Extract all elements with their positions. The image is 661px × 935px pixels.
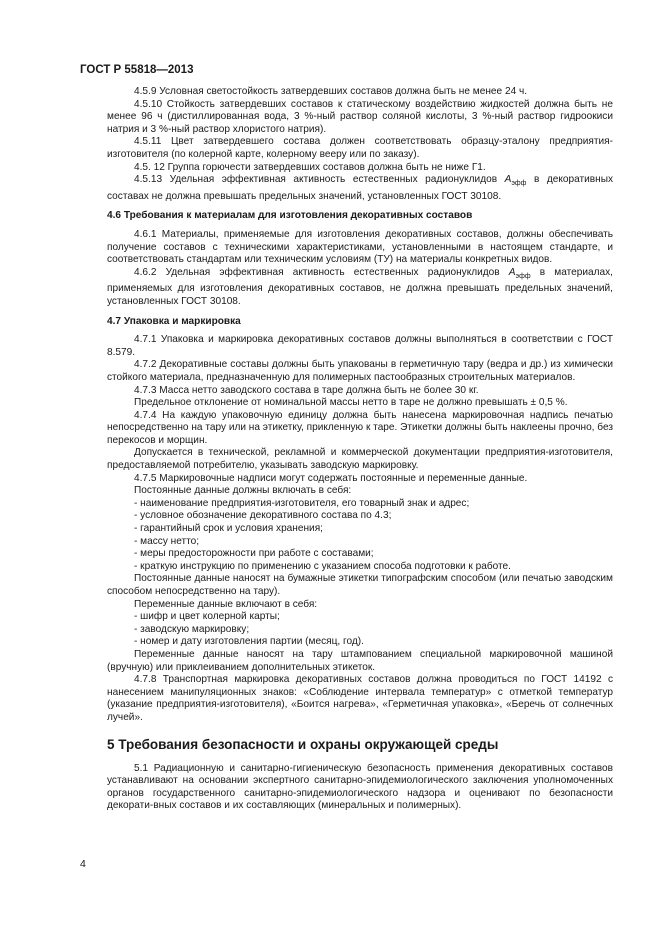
document-header: ГОСТ Р 55818—2013 bbox=[80, 64, 194, 76]
document-body bbox=[107, 86, 613, 813]
paragraph-4-5-9: 4.5.9 Условная светостойкость затвердевших составов должна быть не менее 24 ч. bbox=[134, 86, 528, 97]
list-item: - заводскую маркировку; bbox=[134, 623, 250, 635]
symbol-a-eff: А bbox=[504, 174, 512, 186]
paragraph-4-7-2: 4.7.2 Декоративные составы должны быть упакованы в герметичную тару (ведра и др.) из химически стойкого материала, предназначенную для полимерных пастообразных строительных материалов. bbox=[107, 359, 613, 383]
paragraph-tolerance: Предельное отклонение от номинальной массы нетто в таре не должно превышать ± 0,5 %. bbox=[134, 397, 568, 409]
paragraph-variable-intro: Переменные данные включают в себя: bbox=[134, 598, 318, 610]
paragraph-5-1: 5.1 Радиационную и санитарно-гигиеническую безопасность применения декоративных составов устанавливают на основании экспертного санитарно-эпидемиологического заключения уполномоченных органов государственного санитарно-эпидемиологического надзора и оценивают по безопасности декорати-вных составов и их составляющих (минеральных и полимерных). bbox=[107, 762, 613, 812]
paragraph-4-6-2: 4.6.2 Удельная эффективная активность естественных радионуклидов $А_{эфф}$ в материалах, применяемых для изготовления декоративных составов, не должна превышать предельных значений, установленных ГОСТ 30108. bbox=[107, 266, 613, 307]
paragraph-4-7-8: 4.7.8 Транспортная маркировка декоративных составов должна проводиться по ГОСТ 14192 с нанесением манипуляционных знаков: «Соблюдение интервала температур» с отметкой температур (указание предприятия-изготовителя), «Боится нагрева», «Герметичная упаковка», «Беречь от солнечных лучей». bbox=[107, 674, 613, 723]
paragraph-4-7-1: 4.7.1 Упаковка и маркировка декоративных составов должны выполняться в соответствии с ГОСТ 8.579. bbox=[107, 334, 613, 358]
list-item: - массу нетто; bbox=[134, 535, 200, 547]
list-item: - номер и дату изготовления партии (месяц, год). bbox=[134, 636, 364, 648]
paragraph-4-5-12: 4.5. 12 Группа горючести затвердевших составов должна быть не ниже Г1. bbox=[134, 161, 486, 173]
section-title-5: 5 Требования безопасности и охраны окружающей среды bbox=[107, 736, 499, 752]
symbol-a-eff: А bbox=[508, 266, 516, 278]
list-item: - краткую инструкцию по применению с указанием способа подготовки к работе. bbox=[134, 560, 511, 572]
paragraph-variable-note: Переменные данные наносят на тару штампованием специальной маркировочной машиной (вручную) или приклеиванием дополнительных этикеток. bbox=[107, 648, 613, 673]
subsection-title-4-7: 4.7 Упаковка и маркировка bbox=[107, 315, 241, 327]
paragraph-4-5-10: 4.5.10 Стойкость затвердевших составов к статическому воздействию жидкостей должна быть не менее 96 ч (дистиллированная вода, 3 %-ный раствор соляной кислоты, 3 %-ный раствор гидроокиси натрия и 3 %-ный раствор хлористого натрия). bbox=[107, 98, 613, 135]
list-item: - наименование предприятия-изготовителя, его товарный знак и адрес; bbox=[134, 497, 470, 509]
paragraph-4-7-5: 4.7.5 Маркировочные надписи могут содержать постоянные и переменные данные. bbox=[134, 472, 528, 484]
list-item: - условное обозначение декоративного состава по 4.3; bbox=[134, 510, 392, 522]
page-number: 4 bbox=[80, 858, 86, 870]
subsection-title-4-6: 4.6 Требования к материалам для изготовления декоративных составов bbox=[107, 210, 473, 222]
list-item: - гарантийный срок и условия хранения; bbox=[134, 523, 323, 535]
paragraph-constant-note: Постоянные данные наносят на бумажные этикетки типографским способом (или печатью заводским способом непосредственно на тару). bbox=[107, 573, 613, 597]
paragraph-4-7-3: 4.7.3 Масса нетто заводского состава в таре должна быть не более 30 кг. bbox=[134, 384, 479, 396]
paragraph-4-6-1: 4.6.1 Материалы, применяемые для изготовления декоративных составов, должны обеспечивать получение составов с техническими характеристиками, установленными в настоящем стандарте, и соответствовать стандартам или техническим условиям (ТУ) на материалы конкретных видов. bbox=[107, 228, 613, 266]
paragraph-documentation: Допускается в технической, рекламной и коммерческой документации предприятия-изготовителя, предоставляемой потребителю, указывать заводскую маркировку. bbox=[107, 447, 613, 472]
paragraph-4-7-4: 4.7.4 На каждую упаковочную единицу должна быть нанесена маркировочная надпись печатью непосредственно на тару или на этикетку, прикленную к таре. Этикетки должны быть наклеены прочно, без перекосов и морщин. bbox=[107, 409, 613, 446]
paragraph-4-5-11: 4.5.11 Цвет затвердевшего состава должен соответствовать образцу-эталону предприятия-изготовителя (по колерной карте, колерному вееру или по заказу). bbox=[107, 136, 613, 160]
list-item: - шифр и цвет колерной карты; bbox=[134, 611, 280, 623]
list-item: - меры предосторожности при работе с составами; bbox=[134, 548, 374, 560]
paragraph-4-5-13: 4.5.13 Удельная эффективная активность естественных радионуклидов $А_{эфф}$ в декоративных составах не должна превышать предельных значений, установленных ГОСТ 30108. bbox=[107, 174, 613, 202]
paragraph-constant-intro: Постоянные данные должны включать в себя: bbox=[134, 485, 352, 497]
